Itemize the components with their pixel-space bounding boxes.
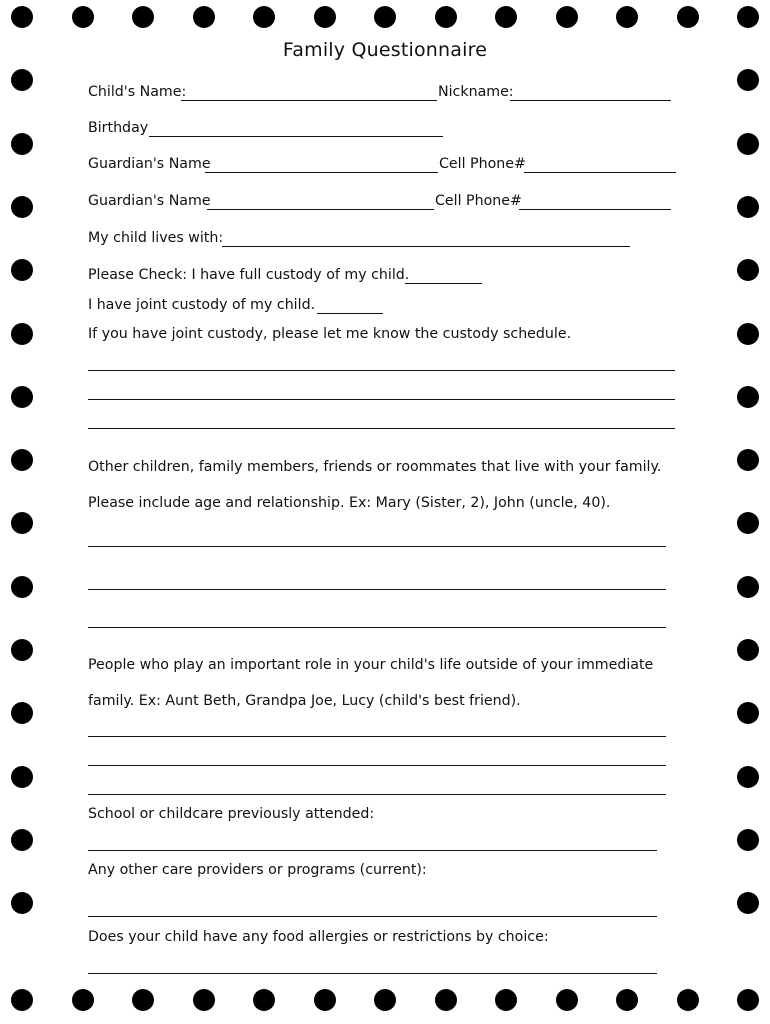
border-dot (11, 512, 33, 534)
border-dot (737, 259, 759, 281)
birthday-field[interactable] (149, 136, 443, 137)
border-dot (132, 989, 154, 1011)
cell-phone-label: Cell Phone# (439, 156, 526, 172)
nickname-label: Nickname: (438, 84, 514, 100)
border-dot (737, 386, 759, 408)
important-people-line[interactable] (88, 794, 666, 795)
allergies-line[interactable] (88, 973, 657, 974)
border-dot (677, 6, 699, 28)
border-dot (253, 6, 275, 28)
border-dot (11, 259, 33, 281)
guardian-name-field[interactable] (205, 172, 438, 173)
border-dot (193, 989, 215, 1011)
border-dot (616, 989, 638, 1011)
border-dot (737, 829, 759, 851)
border-dot (132, 6, 154, 28)
custody-schedule-line[interactable] (88, 399, 675, 400)
page-title: Family Questionnaire (282, 39, 488, 61)
border-dot (11, 386, 33, 408)
important-people-line[interactable] (88, 765, 666, 766)
border-dot (737, 766, 759, 788)
border-dot (495, 989, 517, 1011)
border-dot (737, 196, 759, 218)
birthday-label: Birthday (88, 120, 149, 136)
guardian-name-label-2: Guardian's Name (88, 193, 211, 209)
border-dot (616, 6, 638, 28)
school-prompt: School or childcare previously attended: (88, 806, 375, 822)
border-dot (556, 989, 578, 1011)
border-dot (374, 989, 396, 1011)
care-providers-line[interactable] (88, 916, 657, 917)
border-dot (677, 989, 699, 1011)
important-people-example: family. Ex: Aunt Beth, Grandpa Joe, Lucy (child's best friend). (88, 693, 521, 709)
cell-phone-label-2: Cell Phone# (435, 193, 522, 209)
border-dot (11, 892, 33, 914)
full-custody-label: Please Check: I have full custody of my child. (88, 267, 410, 283)
custody-schedule-prompt: If you have joint custody, please let me know the custody schedule. (88, 326, 572, 342)
border-dot (193, 6, 215, 28)
border-dot (72, 6, 94, 28)
household-line[interactable] (88, 589, 666, 590)
border-dot (737, 6, 759, 28)
border-dot (314, 6, 336, 28)
nickname-field[interactable] (510, 100, 671, 101)
lives-with-field[interactable] (222, 246, 630, 247)
cell-phone-field-2[interactable] (519, 209, 671, 210)
allergies-prompt: Does your child have any food allergies or restrictions by choice: (88, 929, 549, 945)
household-example: Please include age and relationship. Ex: Mary (Sister, 2), John (uncle, 40). (88, 495, 611, 511)
custody-schedule-line[interactable] (88, 370, 675, 371)
custody-schedule-line[interactable] (88, 428, 675, 429)
border-dot (737, 576, 759, 598)
border-dot (374, 6, 396, 28)
border-dot (72, 989, 94, 1011)
border-dot (737, 69, 759, 91)
border-dot (495, 6, 517, 28)
care-providers-prompt: Any other care providers or programs (current): (88, 862, 427, 878)
border-dot (11, 576, 33, 598)
important-people-line[interactable] (88, 736, 666, 737)
border-dot (11, 766, 33, 788)
border-dot (556, 6, 578, 28)
border-dot (11, 829, 33, 851)
border-dot (737, 892, 759, 914)
border-dot (11, 639, 33, 661)
border-dot (253, 989, 275, 1011)
border-dot (11, 133, 33, 155)
lives-with-label: My child lives with: (88, 230, 224, 246)
border-dot (435, 6, 457, 28)
border-dot (737, 449, 759, 471)
border-dot (737, 323, 759, 345)
border-dot (737, 989, 759, 1011)
important-people-prompt: People who play an important role in your child's life outside of your immediate (88, 657, 654, 673)
border-dot (11, 449, 33, 471)
border-dot (11, 989, 33, 1011)
child-name-field[interactable] (181, 100, 437, 101)
joint-custody-label: I have joint custody of my child. (88, 297, 316, 313)
border-dot (314, 989, 336, 1011)
joint-custody-check[interactable] (317, 313, 383, 314)
guardian-name-label: Guardian's Name (88, 156, 211, 172)
border-dot (11, 6, 33, 28)
border-dot (737, 702, 759, 724)
border-dot (737, 512, 759, 534)
border-dot (11, 702, 33, 724)
child-name-label: Child's Name: (88, 84, 187, 100)
border-dot (11, 69, 33, 91)
household-line[interactable] (88, 546, 666, 547)
guardian-name-field-2[interactable] (207, 209, 434, 210)
household-line[interactable] (88, 627, 666, 628)
border-dot (737, 133, 759, 155)
border-dot (11, 323, 33, 345)
full-custody-check[interactable] (405, 283, 482, 284)
border-dot (435, 989, 457, 1011)
border-dot (11, 196, 33, 218)
household-prompt: Other children, family members, friends or roommates that live with your family. (88, 459, 662, 475)
cell-phone-field[interactable] (524, 172, 676, 173)
school-line[interactable] (88, 850, 657, 851)
border-dot (737, 639, 759, 661)
